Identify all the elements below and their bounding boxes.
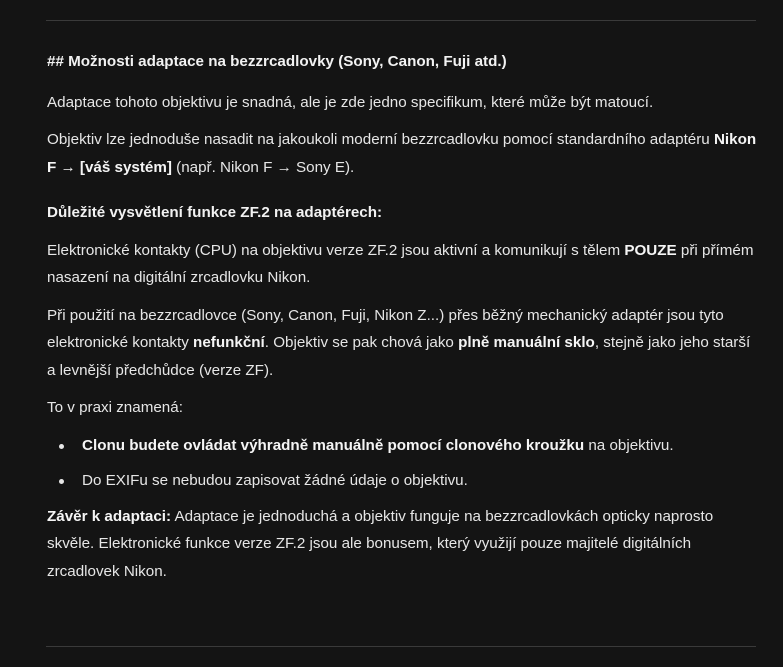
bullet-icon	[59, 479, 64, 484]
bottom-divider	[46, 646, 756, 647]
response-content	[47, 48, 759, 595]
mount-paragraph	[47, 126, 759, 181]
conclusion-text: Adaptace je jednoduchá a objektiv funguje na bezzrcadlovkách opticky naprosto skvěle. Elektronické funkce verze ZF.2 jsou ale bonusem, který využijí pouze majitelé digitálních zrcadlovek Nikon.	[47, 507, 714, 580]
list-item-bold: Clonu budete ovládat výhradně manuálně pomocí clonového kroužku	[82, 436, 585, 454]
intro-paragraph: Adaptace tohoto objektivu je snadná, ale je zde jedno specifikum, které může být matoucí.	[47, 93, 654, 111]
adapter-text-3: , stejně jako jeho starší a levnější předchůdce (verze ZF).	[47, 334, 751, 379]
list-item	[47, 432, 759, 460]
top-divider	[46, 20, 756, 21]
zf2-section-title: Důležité vysvětlení funkce ZF.2 na adaptérech:	[47, 204, 383, 221]
cpu-bold: POUZE	[624, 241, 677, 259]
cpu-paragraph	[47, 237, 759, 292]
adapter-text-2: . Objektiv se pak chová jako	[264, 334, 459, 351]
list-item-text: Do EXIFu se nebudou zapisovat žádné údaje o objektivu.	[82, 472, 468, 489]
section-heading: ## Možnosti adaptace na bezzrcadlovky (Sony, Canon, Fuji atd.)	[47, 53, 507, 70]
list-item	[47, 467, 759, 495]
adapter-bold-2: plně manuální sklo	[458, 334, 595, 351]
conclusion-bold: Závěr k adaptaci:	[47, 507, 172, 525]
adapter-bold-1: nefunkční	[193, 334, 265, 351]
mount-bold: Nikon F → [váš systém]	[47, 131, 757, 176]
adapter-text-1: Při použití na bezzrcadlovce (Sony, Canon, Fuji, Nikon Z...) přes běžný mechanický adaptér jsou tyto elektronické kontakty	[47, 306, 724, 351]
list-item-text: na objektivu.	[584, 436, 674, 454]
cpu-text-1: Elektronické kontakty (CPU) na objektivu verze ZF.2 jsou aktivní a komunikují s tělem	[47, 241, 625, 259]
adapter-paragraph	[47, 302, 759, 385]
mount-text-1: Objektiv lze jednoduše nasadit na jakoukoli moderní bezzrcadlovku pomocí standardního adaptéru	[47, 131, 714, 148]
bullet-icon	[59, 444, 64, 449]
cpu-text-2: při přímém nasazení na digitální zrcadlovku Nikon.	[47, 241, 754, 286]
practice-paragraph: To v praxi znamená:	[47, 399, 183, 416]
consequence-list	[47, 432, 759, 495]
mount-text-2: (např. Nikon F → Sony E).	[171, 158, 355, 176]
conclusion-paragraph	[47, 503, 759, 586]
